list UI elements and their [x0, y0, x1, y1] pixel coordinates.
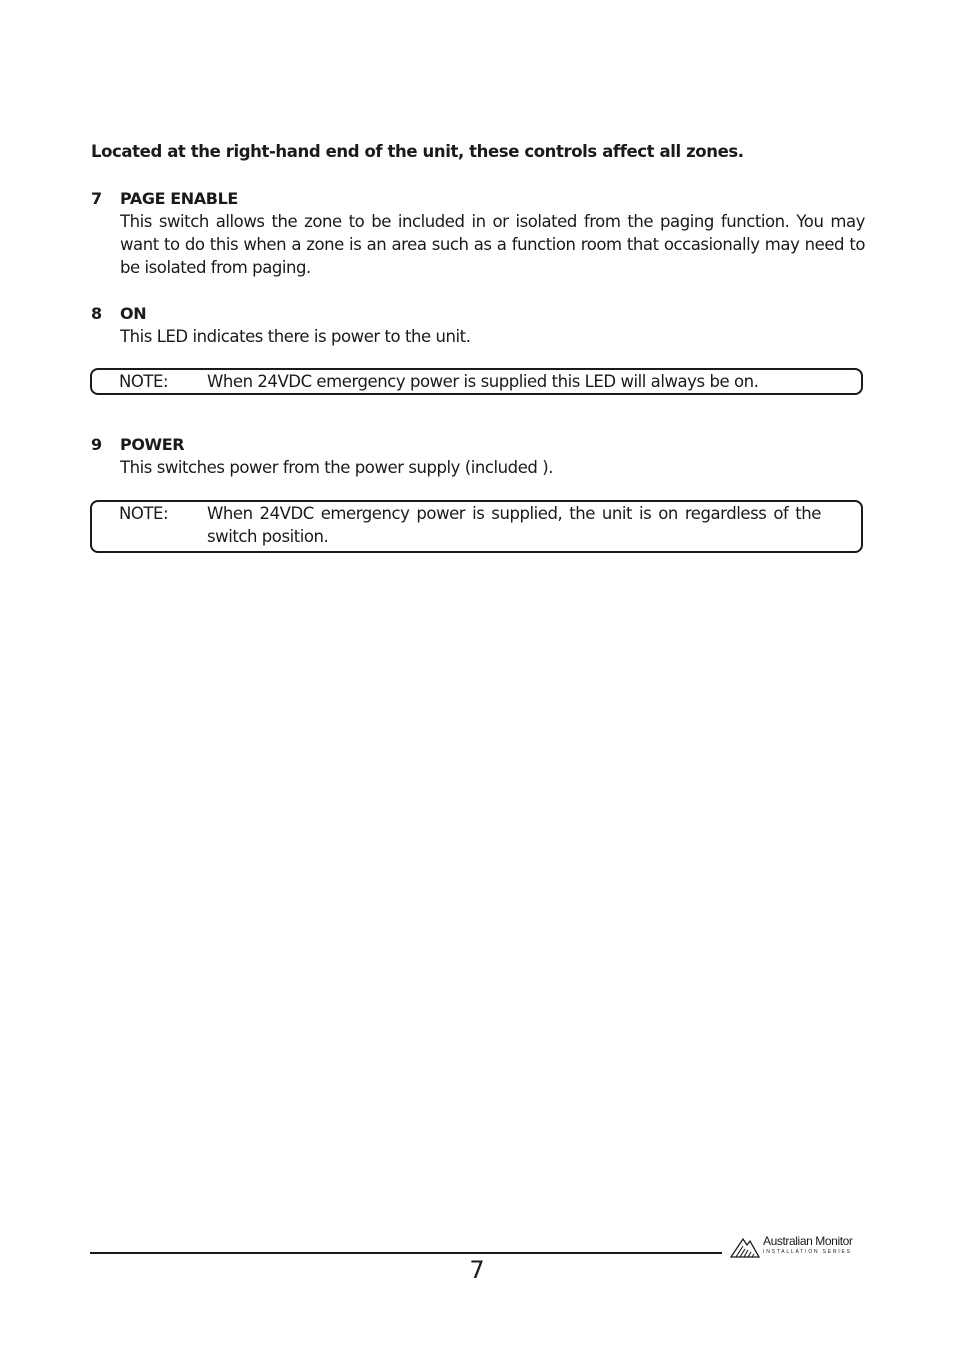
section-body: This switches power from the power supply (included ).	[120, 458, 553, 477]
note-label: NOTE:	[119, 504, 169, 523]
section-power	[91, 433, 865, 479]
section-number: 8	[91, 304, 102, 323]
section-title: POWER	[120, 435, 185, 454]
note-box-power	[90, 500, 863, 553]
australian-monitor-logo-icon	[730, 1236, 760, 1258]
note-text: When 24VDC emergency power is supplied, the unit is on regardless of the switch position.	[207, 504, 821, 546]
section-heading	[91, 433, 865, 456]
section-title: ON	[120, 304, 147, 323]
intro-text: Located at the right-hand end of the unit, these controls affect all zones.	[91, 142, 744, 161]
note-box-led	[90, 368, 863, 395]
section-on	[91, 302, 865, 348]
brand-subtitle: INSTALLATION SERIES	[763, 1249, 852, 1255]
note-text: When 24VDC emergency power is supplied this LED will always be on.	[207, 372, 759, 391]
section-body: This LED indicates there is power to the unit.	[120, 327, 471, 346]
section-number: 7	[91, 189, 102, 208]
section-heading	[91, 187, 865, 210]
brand-logo	[730, 1234, 870, 1260]
brand-name: Australian Monitor	[763, 1234, 853, 1248]
section-heading	[91, 302, 865, 325]
section-body: This switch allows the zone to be included in or isolated from the paging function. You may want to do this when a zone is an area such as a function room that occasionally may need to be isolated from paging.	[120, 212, 865, 277]
section-page-enable	[91, 187, 865, 279]
section-number: 9	[91, 435, 102, 454]
section-title: PAGE ENABLE	[120, 189, 238, 208]
page-number: 7	[469, 1256, 485, 1284]
footer-rule	[90, 1252, 722, 1254]
note-label: NOTE:	[119, 372, 169, 391]
